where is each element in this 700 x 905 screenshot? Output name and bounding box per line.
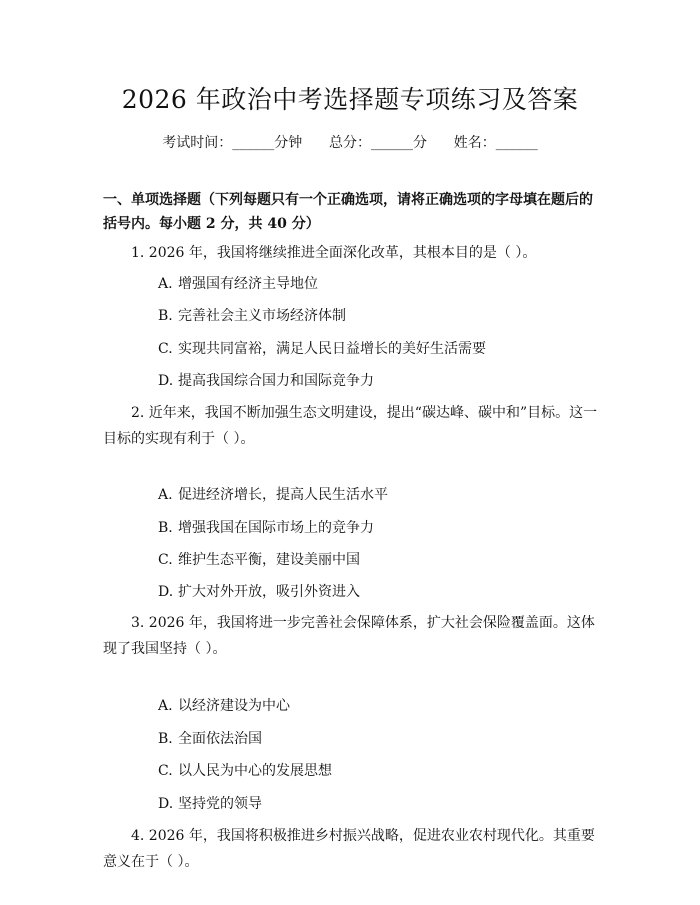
option-letter: B. [158, 308, 173, 324]
option-text: 以经济建设为中心 [178, 698, 290, 714]
option-letter: A. [158, 698, 173, 714]
option-text: 全面依法治国 [178, 731, 262, 747]
option-letter: D. [158, 584, 174, 600]
option-letter: A. [158, 276, 173, 292]
option-letter: D. [158, 373, 174, 389]
option-text: 提高我国综合国力和国际竞争力 [178, 373, 374, 389]
option-text: 以人民为中心的发展思想 [178, 763, 332, 779]
option-text: 增强我国在国际市场上的竞争力 [178, 520, 374, 536]
question-3-option-b [158, 729, 598, 749]
question-3-option-d [158, 794, 598, 814]
option-letter: D. [158, 796, 174, 812]
option-letter: C. [158, 552, 173, 568]
option-letter: A. [158, 487, 173, 503]
option-letter: B. [158, 731, 173, 747]
question-2-option-b [158, 518, 598, 538]
question-4-stem: 4. 2026 年，我国将积极推进乡村振兴战略，促进农业农村现代化。其重要意义在于（ ）。 [103, 828, 595, 870]
question-3-option-c [158, 761, 598, 781]
section-heading: 一、单项选择题（下列每题只有一个正确选项，请将正确选项的字母填在题后的括号内。每小题 2 分，共 40 分） [103, 192, 593, 232]
question-3-stem: 3. 2026 年，我国将进一步完善社会保障体系，扩大社会保险覆盖面。这体现了我国坚持（ ）。 [103, 615, 595, 657]
question-1-stem: 1. 2026 年，我国将继续推进全面深化改革，其根本目的是（ ）。 [131, 245, 537, 261]
question-1-option-d [158, 371, 598, 391]
question-1-option-a [158, 274, 598, 294]
option-letter: C. [158, 763, 173, 779]
option-text: 扩大对外开放，吸引外资进入 [178, 584, 360, 600]
question-2-option-d [158, 582, 598, 602]
option-text: 实现共同富裕，满足人民日益增长的美好生活需要 [178, 341, 486, 357]
option-text: 坚持党的领导 [178, 796, 262, 812]
question-1-option-c [158, 339, 598, 359]
question-3-option-a [158, 696, 598, 716]
option-letter: B. [158, 520, 173, 536]
option-text: 维护生态平衡，建设美丽中国 [178, 552, 360, 568]
option-text: 完善社会主义市场经济体制 [178, 308, 346, 324]
question-1-option-b [158, 306, 598, 326]
exam-meta-line: 考试时间：______分钟 总分：______分 姓名：______ [162, 135, 538, 151]
option-text: 促进经济增长，提高人民生活水平 [178, 487, 388, 503]
question-2-stem: 2. 近年来，我国不断加强生态文明建设，提出“碳达峰、碳中和”目标。这一目标的实现有利于（ ）。 [103, 405, 598, 447]
question-2-option-c [158, 550, 598, 570]
document-title: 2026 年政治中考选择题专项练习及答案 [121, 85, 579, 114]
option-letter: C. [158, 341, 173, 357]
option-text: 增强国有经济主导地位 [178, 276, 318, 292]
question-2-option-a [158, 485, 598, 505]
